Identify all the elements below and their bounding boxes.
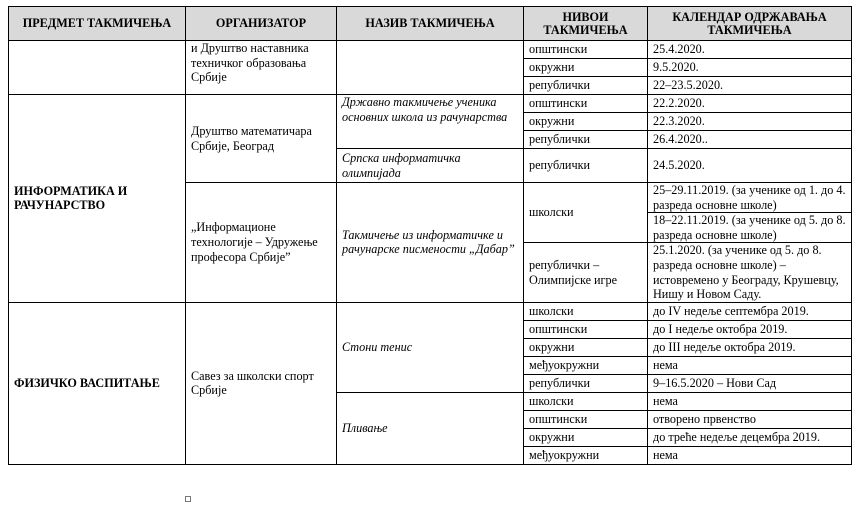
subject-text: ИНФОРМАТИКА И РАЧУНАРСТВО — [14, 183, 128, 213]
subject-cell-empty — [9, 41, 186, 95]
competition-name-cell — [337, 302, 524, 392]
subject-cell — [9, 95, 186, 303]
competition-name: Државно такмичење ученика основних школа из рачунарства — [342, 95, 508, 124]
organizer-cell — [186, 302, 337, 464]
competition-name-cell — [337, 392, 524, 464]
competition-name-cell — [337, 41, 524, 95]
date-cell: до треће недеље децембра 2019. — [648, 428, 852, 446]
subject-text: ФИЗИЧКО ВАСПИТАЊЕ — [14, 375, 160, 390]
level-cell: републички — [524, 77, 648, 95]
date-cell: 26.4.2020.. — [648, 131, 852, 149]
level-cell: републички — [524, 149, 648, 183]
organizer-cell — [186, 183, 337, 303]
level-cell: републички — [524, 131, 648, 149]
date-cell: до III недеље октобра 2019. — [648, 338, 852, 356]
level-cell: школски — [524, 183, 648, 243]
header-level: НИВОИ ТАКМИЧЕЊА — [524, 7, 648, 41]
table-row — [9, 302, 852, 320]
level-cell: школски — [524, 302, 648, 320]
organizer-text: „Информационе технологије – Удружење професора Србије” — [191, 220, 318, 264]
level-cell: републички — [524, 374, 648, 392]
date-cell: нема — [648, 446, 852, 464]
header-subject: ПРЕДМЕТ ТАКМИЧЕЊА — [9, 7, 186, 41]
date-cell: нема — [648, 356, 852, 374]
organizer-cell — [186, 41, 337, 95]
date-cell: 18–22.11.2019. (за ученике од 5. до 8. разреда основне школе) — [648, 213, 852, 243]
competition-name-cell — [337, 149, 524, 183]
date-cell: 22.2.2020. — [648, 95, 852, 113]
date-cell: нема — [648, 392, 852, 410]
level-cell: окружни — [524, 113, 648, 131]
header-calendar: КАЛЕНДАР ОДРЖАВАЊА ТАКМИЧЕЊА — [648, 7, 852, 41]
level-cell: републички – Олимпијске игре — [524, 243, 648, 302]
level-cell: општински — [524, 320, 648, 338]
date-cell: до I недеље октобра 2019. — [648, 320, 852, 338]
competition-name-cell — [337, 183, 524, 303]
date-cell: 24.5.2020. — [648, 149, 852, 183]
organizer-cell — [186, 95, 337, 183]
level-cell: општински — [524, 410, 648, 428]
header-name: НАЗИВ ТАКМИЧЕЊА — [337, 7, 524, 41]
date-cell: отворено првенство — [648, 410, 852, 428]
date-cell: 25–29.11.2019. (за ученике од 1. до 4. разреда основне школе) — [648, 183, 852, 213]
table-row — [9, 95, 852, 113]
competition-name: Стони тенис — [342, 339, 413, 354]
date-cell: 25.1.2020. (за ученике од 5. до 8. разреда основне школе) – истовремено у Београду, Крушевцу, Нишу и Новом Саду. — [648, 243, 852, 302]
subject-cell — [9, 302, 186, 464]
competition-calendar-table — [8, 6, 852, 465]
level-cell: школски — [524, 392, 648, 410]
header-row — [9, 7, 852, 41]
level-cell: окружни — [524, 428, 648, 446]
paragraph-marker — [185, 496, 191, 502]
competition-name: Пливање — [342, 420, 388, 435]
competition-name: Такмичење из информатичке и рачунарске писмености „Дабар” — [342, 227, 515, 257]
competition-name: Српска информатичка олимпијада — [342, 150, 461, 180]
level-cell: међуокружни — [524, 446, 648, 464]
level-cell: међуокружни — [524, 356, 648, 374]
organizer-text: Друштво математичара Србије, Београд — [191, 123, 312, 153]
header-organizer: ОРГАНИЗАТОР — [186, 7, 337, 41]
table-row — [9, 41, 852, 59]
organizer-text: Савез за школски спорт Србије — [191, 368, 314, 398]
date-cell: 22–23.5.2020. — [648, 77, 852, 95]
date-cell: 9–16.5.2020 – Нови Сад — [648, 374, 852, 392]
date-cell: 9.5.2020. — [648, 59, 852, 77]
organizer-text: и Друштво наставника техничког образовања Србије — [191, 41, 309, 85]
level-cell: окружни — [524, 59, 648, 77]
competition-name-cell — [337, 95, 524, 149]
level-cell: општински — [524, 95, 648, 113]
level-cell: окружни — [524, 338, 648, 356]
date-cell: 25.4.2020. — [648, 41, 852, 59]
date-cell: 22.3.2020. — [648, 113, 852, 131]
level-cell: општински — [524, 41, 648, 59]
date-cell: до IV недеље септембра 2019. — [648, 302, 852, 320]
